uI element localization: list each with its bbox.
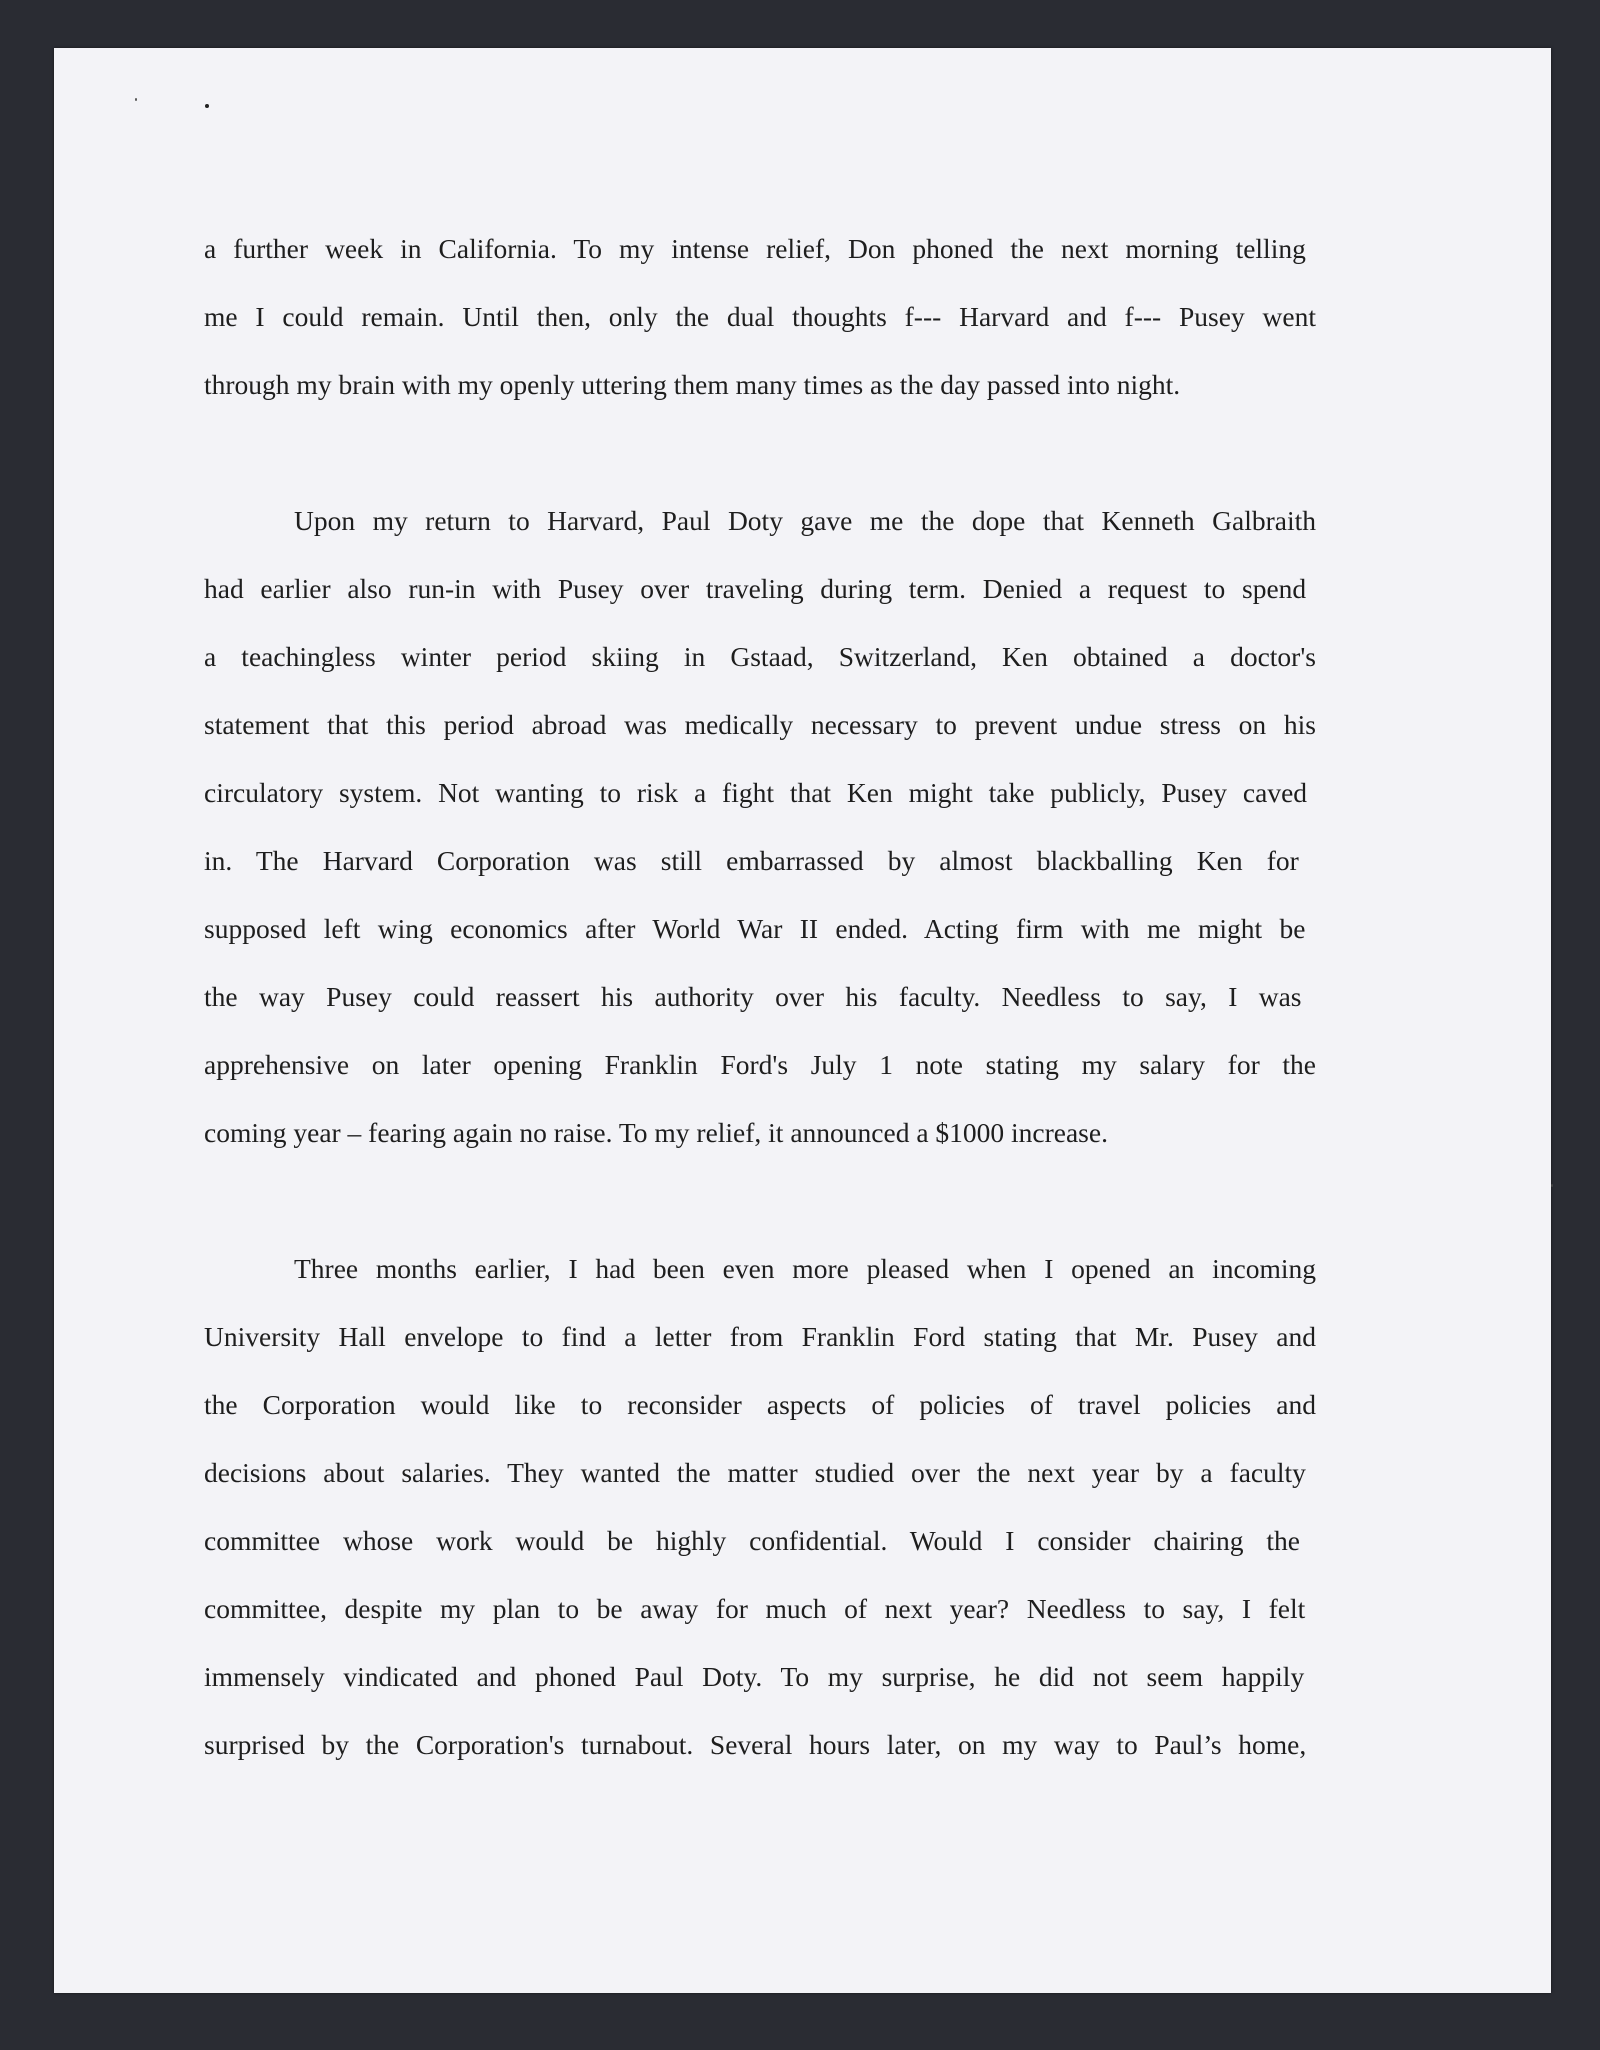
text-line: apprehensive on later opening Franklin Ford's July 1 note stating my salary for the (204, 1049, 1316, 1080)
text-line: the way Pusey could reassert his authority over his faculty. Needless to say, I was (204, 981, 1302, 1012)
text-line: University Hall envelope to find a letter from Franklin Ford stating that Mr. Pusey and (204, 1321, 1316, 1352)
text-line: supposed left wing economics after World War II ended. Acting firm with me might be (204, 913, 1306, 944)
paper-speck (135, 98, 137, 101)
text-line: the Corporation would like to reconsider aspects of policies of travel policies and (204, 1389, 1316, 1420)
text-line: committee whose work would be highly confidential. Would I consider chairing the (204, 1525, 1300, 1556)
text-line: circulatory system. Not wanting to risk a fight that Ken might take publicly, Pusey caved (204, 777, 1308, 808)
text-line: surprised by the Corporation's turnabout. Several hours later, on my way to Paul’s home, (204, 1729, 1307, 1760)
paragraph-2 (204, 487, 1316, 1167)
paragraph-gap (204, 1167, 1316, 1235)
text-line: me I could remain. Until then, only the dual thoughts f--- Harvard and f--- Pusey went (204, 301, 1316, 332)
paragraph-3 (204, 1235, 1316, 1779)
text-line: Three months earlier, I had been even more pleased when I opened an incoming (294, 1253, 1316, 1284)
text-line: decisions about salaries. They wanted the matter studied over the next year by a faculty (204, 1457, 1306, 1488)
text-line: committee, despite my plan to be away for much of next year? Needless to say, I felt (204, 1593, 1306, 1624)
document-body (204, 215, 1316, 1779)
text-line: a teachingless winter period skiing in Gstaad, Switzerland, Ken obtained a doctor's (204, 641, 1316, 672)
text-line: statement that this period abroad was medically necessary to prevent undue stress on his (204, 709, 1316, 740)
paragraph-gap (204, 419, 1316, 487)
text-line: Upon my return to Harvard, Paul Doty gave me the dope that Kenneth Galbraith (294, 505, 1316, 536)
text-line: coming year – fearing again no raise. To my relief, it announced a $1000 increase. (204, 1117, 1108, 1148)
text-line: a further week in California. To my intense relief, Don phoned the next morning telling (204, 233, 1306, 264)
paragraph-1 (204, 215, 1316, 419)
paper-speck (205, 104, 209, 108)
paper-speck (1551, 1184, 1553, 1187)
text-line: in. The Harvard Corporation was still embarrassed by almost blackballing Ken for (204, 845, 1299, 876)
text-line: immensely vindicated and phoned Paul Doty. To my surprise, he did not seem happily (204, 1661, 1305, 1692)
text-line: through my brain with my openly uttering them many times as the day passed into night. (204, 369, 1181, 400)
text-line: had earlier also run-in with Pusey over traveling during term. Denied a request to spend (204, 573, 1307, 604)
